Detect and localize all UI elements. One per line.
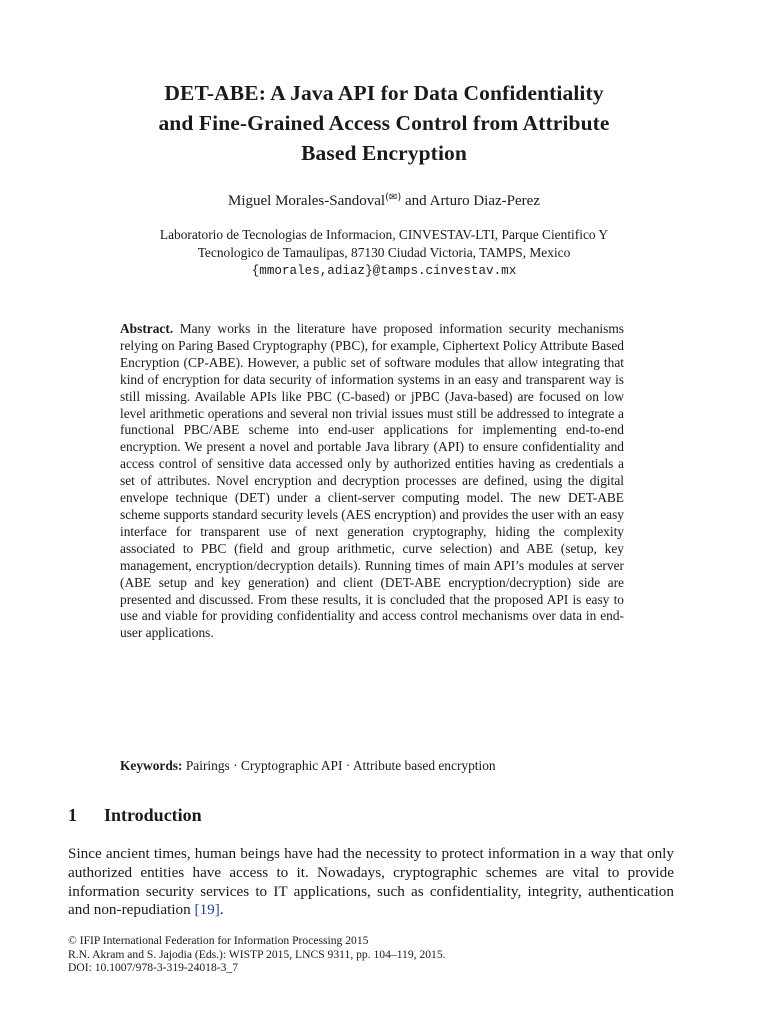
intro-text: Since ancient times, human beings have had the necessity to protect information in a way that only authorized entities have access to it. Nowadays, cryptographic schemes are vital to provide information security services to IT applications, such as confidentiality, integrity, authentication and non-repudiation	[68, 845, 674, 919]
title-line: DET-ABE: A Java API for Data Confidentiality	[164, 81, 604, 105]
doi-line: DOI: 10.1007/978-3-319-24018-3_7	[68, 961, 239, 975]
corresponding-author-envelope-icon: (✉)	[385, 192, 402, 203]
author-name: Arturo Diaz-Perez	[429, 193, 540, 209]
section-number: 1	[68, 805, 77, 825]
affiliation-line: Laboratorio de Tecnologias de Informacion, CINVESTAV-LTI, Parque Cientifico Y	[159, 227, 609, 242]
citation-link[interactable]: [19]	[194, 901, 220, 919]
keywords-text: Pairings · Cryptographic API · Attribute based encryption	[185, 758, 496, 773]
copyright-footer	[68, 934, 446, 975]
paper-title	[40, 78, 728, 168]
affiliation-line: Tecnologico de Tamaulipas, 87130 Ciudad Victoria, TAMPS, Mexico	[197, 245, 571, 260]
section-heading	[68, 803, 202, 827]
affiliation	[40, 226, 728, 280]
title-line: and Fine-Grained Access Control from Attribute	[158, 111, 610, 135]
author-email: {mmorales,adiaz}@tamps.cinvestav.mx	[251, 264, 517, 278]
author-connector: and	[405, 193, 427, 209]
author-name: Miguel Morales-Sandoval	[228, 193, 386, 209]
proceedings-line: R.N. Akram and S. Jajodia (Eds.): WISTP 2015, LNCS 9311, pp. 104–119, 2015.	[68, 947, 446, 961]
abstract-label: Abstract.	[120, 321, 174, 336]
keywords-label: Keywords:	[120, 758, 183, 773]
author-line	[40, 188, 728, 211]
title-line: Based Encryption	[301, 141, 467, 165]
section-title: Introduction	[104, 805, 202, 825]
abstract	[120, 321, 624, 642]
intro-text-end: .	[219, 901, 224, 919]
abstract-text: Many works in the literature have proposed information security mechanisms relying on Paring Based Cryptography (PBC), for example, Ciphertext Policy Attribute Based Encryption (CP-ABE). However, a public set of software modules that allow integrating that kind of encryption for data security of information systems in an easy and transparent way is still missing. Available APIs like PBC (C-based) or jPBC (Java-based) are focused on low level arithmetic operations and several non trivial issues must still be addressed to integrate a functional PBC/ABE scheme into end-user applications for implementing end-to-end encryption. We present a novel and portable Java library (API) to ensure confidentiality and access control of sensitive data accessed only by authorized entities having as credentials a set of attributes. Novel encryption and decryption processes are defined, using the digital envelope technique (DET) under a client-server computing model. The new DET-ABE scheme supports standard security levels (AES encryption) and provides the user with an easy interface for transparent use of next generation cryptography, hiding the complexity associated to PBC (field and group arithmetic, curve selection) and ABE (setup, key management, encryption/decryption details). Running times of main API’s modules at server (ABE setup and key generation) and client (DET-ABE encryption/decryption) side are presented and discussed. From these results, it is concluded that the proposed API is easy to use and viable for providing confidentiality and access control mechanisms over data in end-user applications.	[120, 321, 624, 641]
copyright-line: © IFIP International Federation for Information Processing 2015	[68, 934, 369, 947]
intro-paragraph	[68, 845, 674, 920]
keywords	[120, 757, 640, 774]
